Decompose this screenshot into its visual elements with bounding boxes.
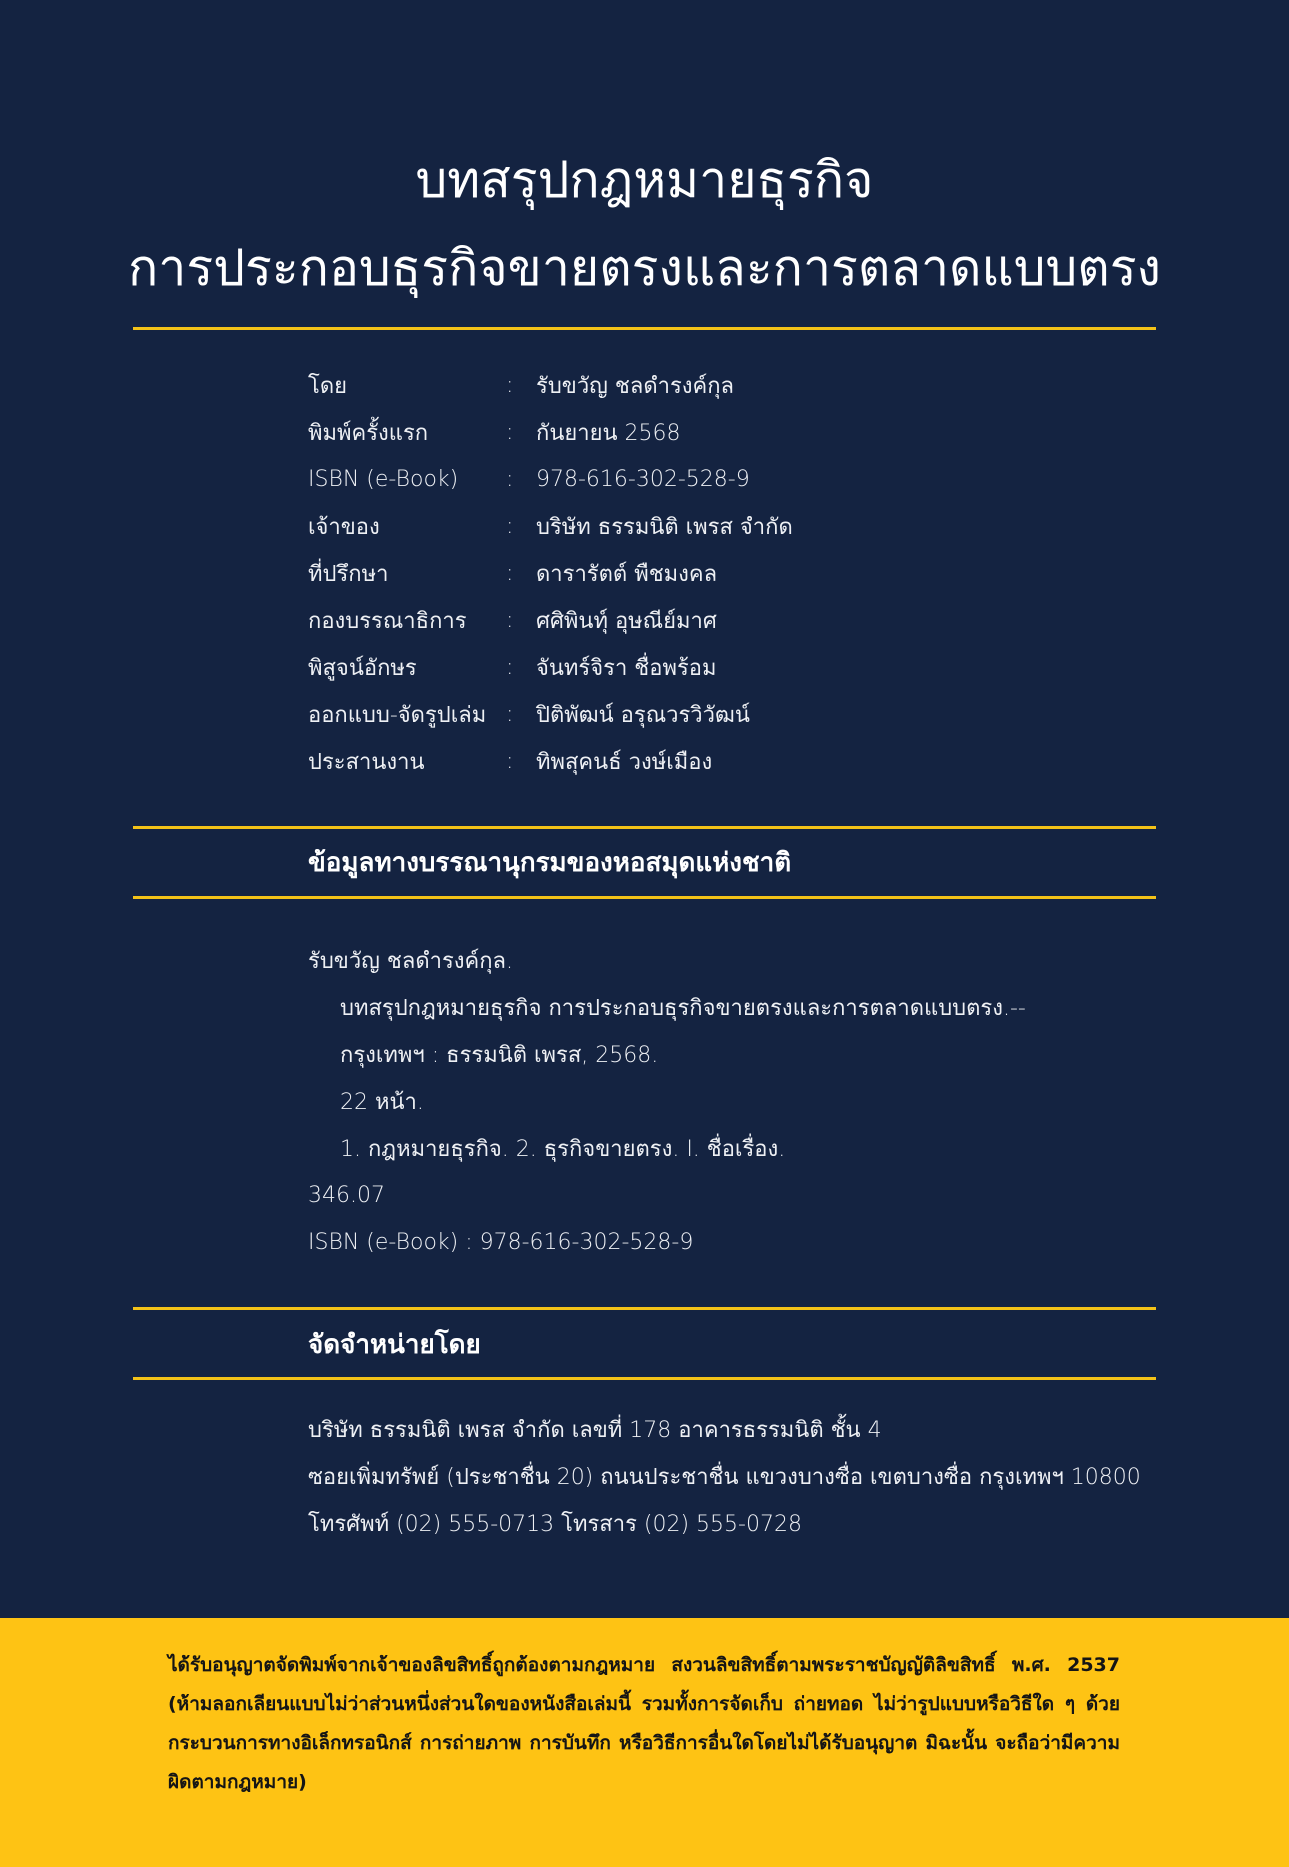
credit-label: ที่ปรึกษา [308,562,389,587]
credit-value: ปิติพัฒน์ อรุณวรวิวัฒน์ [536,703,750,728]
credit-label: ISBN (e-Book) [308,467,459,492]
cip-record [308,937,1026,1266]
credit-label: พิมพ์ครั้งแรก [308,421,429,446]
credit-row-coordinator [308,738,793,785]
credit-label: พิสูจน์อักษร [308,656,417,681]
cip-subjects: 1. กฎหมายธุรกิจ. 2. ธุรกิจขายตรง. I. ชื่อเรื่อง. [340,1137,786,1162]
credit-value: ศศิพินทุ์ อุษณีย์มาศ [536,609,717,634]
credit-row-author [308,362,793,409]
distributor-bottom-divider [133,1377,1156,1380]
book-title-line-1: บทสรุปกฎหมายธุรกิจ [415,151,874,209]
distributor-line-company: บริษัท ธรรมนิติ เพรส จำกัด เลขที่ 178 อาคารธรรมนิติ ชั้น 4 [308,1418,882,1443]
credit-value: 978-616-302-528-9 [536,467,750,492]
distributor-line-phone: โทรศัพท์ (02) 555-0713 โทรสาร (02) 555-0728 [308,1512,802,1537]
credit-value: กันยายน 2568 [536,421,681,446]
cip-bottom-divider [133,896,1156,899]
title-divider [133,327,1156,330]
copyright-notice: ได้รับอนุญาตจัดพิมพ์จากเจ้าของลิขสิทธิ์ถูกต้องตามกฎหมาย สงวนลิขสิทธิ์ตามพระราชบัญญัติลิขสิทธิ์ พ.ศ. 2537 (ห้ามลอกเลียนแบบไม่ว่าส่วนหนึ่งส่วนใดของหนังสือเล่มนี้ รวมทั้งการจัดเก็บ ถ่ายทอด ไม่ว่ารูปแบบหรือวิธีใด ๆ ด้วยกระบวนการทางอิเล็กทรอนิกส์ การถ่ายภาพ การบันทึก หรือวิธีการอื่นใดโดยไม่ได้รับอนุญาต มิฉะนั้น จะถือว่ามีความผิดตามกฎหมาย) [168,1654,1120,1793]
credit-colon: : [506,561,514,586]
credit-value: ทิพสุคนธ์ วงษ์เมือง [536,750,713,775]
credit-colon: : [506,655,514,680]
credit-row-proofreader [308,644,793,691]
credit-colon: : [506,514,514,539]
credit-label: โดย [308,374,347,399]
credit-colon: : [506,373,514,398]
credit-row-first-print [308,409,793,456]
credit-value: รับขวัญ ชลดำรงค์กุล [536,374,735,399]
credit-colon: : [506,467,514,492]
credit-value: บริษัท ธรรมนิติ เพรส จำกัด [536,515,793,540]
cip-isbn: ISBN (e-Book) : 978-616-302-528-9 [308,1230,694,1255]
distributor-address [308,1406,1141,1547]
credit-row-isbn [308,456,793,503]
distributor-line-street: ซอยเพิ่มทรัพย์ (ประชาชื่น 20) ถนนประชาชื่น แขวงบางซื่อ เขตบางซื่อ กรุงเทพฯ 10800 [308,1465,1141,1490]
credit-label: กองบรรณาธิการ [308,609,467,634]
cip-author: รับขวัญ ชลดำรงค์กุล. [308,949,514,974]
credits-list [308,362,793,785]
credit-row-editorial [308,597,793,644]
copyright-footer [0,1618,1289,1867]
cip-top-divider [133,826,1156,829]
cip-classification: 346.07 [308,1183,385,1208]
cip-publisher: กรุงเทพฯ : ธรรมนิติ เพรส, 2568. [340,1043,659,1068]
credit-label: เจ้าของ [308,515,380,540]
credit-colon: : [506,749,514,774]
cip-heading: ข้อมูลทางบรรณานุกรมของหอสมุดแห่งชาติ [308,848,792,878]
credit-row-designer [308,691,793,738]
book-title-line-2: การประกอบธุรกิจขายตรงและการตลาดแบบตรง [128,239,1161,297]
distributor-heading: จัดจำหน่ายโดย [308,1330,481,1360]
credit-colon: : [506,608,514,633]
credit-row-advisor [308,550,793,597]
distributor-top-divider [133,1307,1156,1310]
credit-row-owner [308,503,793,550]
credit-value: ดารารัตต์ พืชมงคล [536,562,718,587]
cip-pages: 22 หน้า. [340,1090,424,1115]
credit-label: ออกแบบ-จัดรูปเล่ม [308,703,487,728]
credit-colon: : [506,702,514,727]
cip-title: บทสรุปกฎหมายธุรกิจ การประกอบธุรกิจขายตรงและการตลาดแบบตรง.-- [340,996,1026,1021]
credit-label: ประสานงาน [308,750,425,775]
credit-colon: : [506,420,514,445]
credit-value: จันทร์จิรา ชื่อพร้อม [536,656,717,681]
